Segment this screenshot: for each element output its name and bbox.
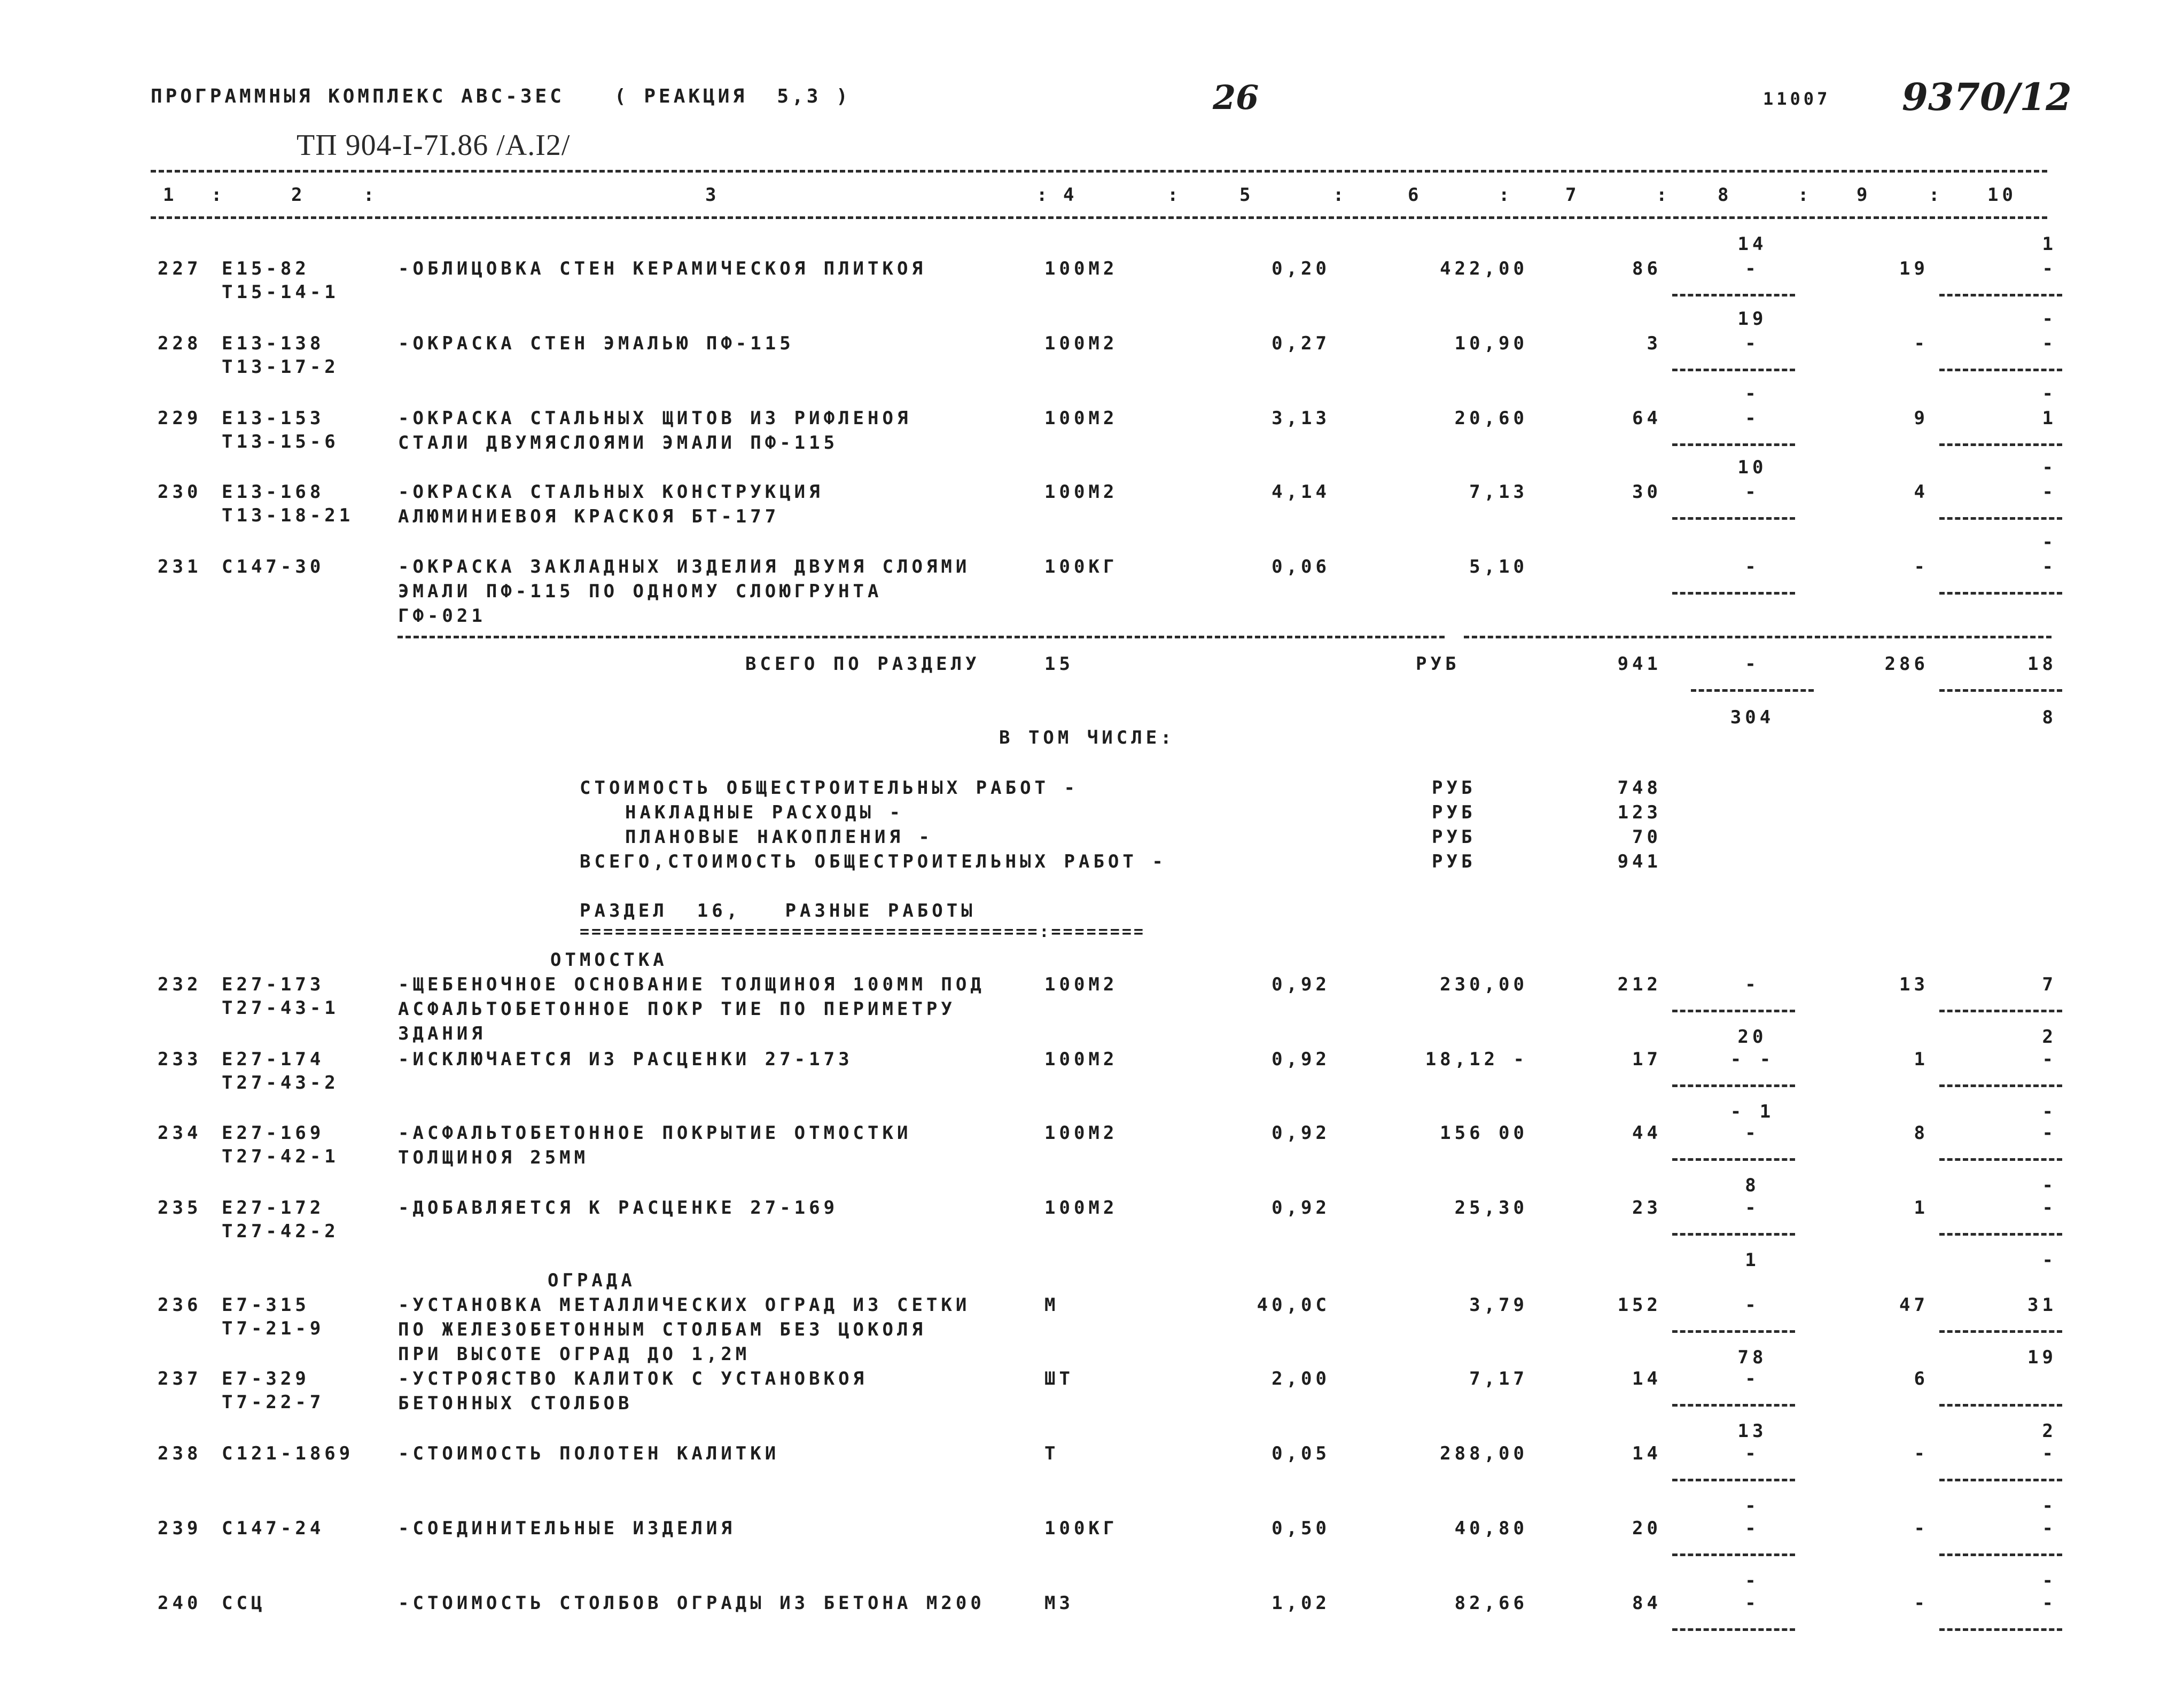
- work-description-line: -СТОИМОСТЬ СТОЛБОВ ОГРАДЫ ИЗ БЕТОНА М200: [398, 1592, 985, 1614]
- col8-value: -: [1745, 1368, 1760, 1389]
- col9-value: 8: [1914, 1122, 1929, 1144]
- unit-of-measure: 100М2: [1044, 481, 1118, 503]
- col8-bottom: -: [1745, 1495, 1760, 1517]
- col10-top: 1: [2042, 233, 2057, 255]
- col10-value: -: [2042, 1443, 2057, 1464]
- col8-divider: [1672, 294, 1795, 296]
- total-cost: 20: [1632, 1518, 1662, 1539]
- col8-divider: [1672, 1233, 1795, 1236]
- including-line-4-value: 941: [1617, 851, 1662, 872]
- including-line-1-currency: РУБ: [1432, 777, 1476, 799]
- quantity: 2,00: [1272, 1368, 1330, 1389]
- col8-divider: [1672, 369, 1795, 371]
- quantity: 4,14: [1272, 481, 1330, 503]
- total-rule-left: [397, 636, 1445, 638]
- row-number: 229: [158, 408, 202, 429]
- col9-value: 9: [1914, 408, 1929, 429]
- unit-of-measure: Т: [1044, 1443, 1059, 1464]
- including-line-3-currency: РУБ: [1432, 826, 1476, 848]
- including-line-4-currency: РУБ: [1432, 851, 1476, 872]
- column-separator: :: [1798, 184, 1813, 206]
- col10-value: -: [2042, 481, 2057, 503]
- column-header-5: 5: [1239, 184, 1254, 206]
- section-total-col9: 286: [1884, 653, 1929, 675]
- section-total-currency: РУБ: [1416, 653, 1460, 675]
- unit-of-measure: 100М2: [1044, 408, 1118, 429]
- col8-bottom: -: [1745, 1570, 1760, 1591]
- col8-value: -: [1745, 333, 1760, 354]
- row-number: 233: [158, 1049, 202, 1070]
- row-number: 232: [158, 974, 202, 995]
- row-number: 235: [158, 1197, 202, 1219]
- col10-value: 1: [2042, 408, 2057, 429]
- unit-price: 10,90: [1454, 333, 1528, 354]
- col10-bottom: -: [2042, 1175, 2057, 1196]
- work-description-line: ЗДАНИЯ: [398, 1023, 486, 1044]
- col8-bottom: 20: [1737, 1026, 1767, 1048]
- form-code: 11007: [1763, 89, 1831, 109]
- quantity: 0,92: [1272, 974, 1330, 995]
- including-line-3-label: ПЛАНОВЫЕ НАКОПЛЕНИЯ -: [625, 826, 933, 848]
- rate-code-secondary: Т7-21-9: [222, 1318, 325, 1339]
- total-cost: 84: [1632, 1592, 1662, 1614]
- work-description-line: БЕТОННЫХ СТОЛБОВ: [398, 1393, 633, 1414]
- col8-divider: [1672, 443, 1795, 446]
- document-reference: 9370/12: [1902, 75, 2072, 119]
- col8-value: -: [1745, 1518, 1760, 1539]
- unit-of-measure: М3: [1044, 1592, 1074, 1614]
- col10-value: 31: [2027, 1294, 2057, 1316]
- col9-value: -: [1914, 556, 1929, 577]
- work-description-line: -ОКРАСКА ЗАКЛАДНЫХ ИЗДЕЛИЯ ДВУМЯ СЛОЯМИ: [398, 556, 971, 577]
- col9-value: 1: [1914, 1197, 1929, 1219]
- quantity: 0,92: [1272, 1122, 1330, 1144]
- header-top-rule: [151, 170, 2047, 173]
- col10-top: -: [2042, 308, 2057, 330]
- column-separator: :: [1656, 184, 1671, 206]
- column-header-7: 7: [1565, 184, 1580, 206]
- column-header-4: 4: [1063, 184, 1078, 206]
- unit-price: 422,00: [1440, 258, 1528, 279]
- quantity: 0,05: [1272, 1443, 1330, 1464]
- col10-divider: [1939, 1158, 2062, 1161]
- col10-value: -: [2042, 1518, 2057, 1539]
- work-description-line: -УСТАНОВКА МЕТАЛЛИЧЕСКИХ ОГРАД ИЗ СЕТКИ: [398, 1294, 971, 1316]
- work-description-line: -ИСКЛЮЧАЕТСЯ ИЗ РАСЦЕНКИ 27-173: [398, 1049, 853, 1070]
- unit-price: 7,13: [1469, 481, 1528, 503]
- quantity: 0,20: [1272, 258, 1330, 279]
- header-bottom-rule: [151, 216, 2047, 219]
- work-description-line: ТОЛЩИНОЯ 25ММ: [398, 1147, 589, 1168]
- col8-divider: [1672, 1404, 1795, 1407]
- unit-of-measure: 100М2: [1044, 333, 1118, 354]
- rate-code: Е27-174: [222, 1049, 325, 1070]
- work-description-line: -ЩЕБЕНОЧНОЕ ОСНОВАНИЕ ТОЛЩИНОЯ 100ММ ПОД: [398, 974, 985, 995]
- including-line-2-currency: РУБ: [1432, 802, 1476, 823]
- col8-top: 10: [1737, 457, 1767, 478]
- col9-value: 6: [1914, 1368, 1929, 1389]
- section-total-col10-divider: [1939, 689, 2062, 692]
- work-description-line: -ОКРАСКА СТАЛЬНЫХ КОНСТРУКЦИЯ: [398, 481, 824, 503]
- unit-of-measure: ШТ: [1044, 1368, 1074, 1389]
- col10-value: -: [2042, 1592, 2057, 1614]
- col8-top: -: [1745, 383, 1760, 404]
- column-separator: :: [1929, 184, 1944, 206]
- subsection-ograda: ОГРАДА: [548, 1270, 636, 1291]
- col10-divider: [1939, 1233, 2062, 1236]
- col9-value: -: [1914, 333, 1929, 354]
- row-number: 237: [158, 1368, 202, 1389]
- work-description-line: -СТОИМОСТЬ ПОЛОТЕН КАЛИТКИ: [398, 1443, 780, 1464]
- row-number: 239: [158, 1518, 202, 1539]
- work-description-line: АСФАЛЬТОБЕТОННОЕ ПОКР ТИЕ ПО ПЕРИМЕТРУ: [398, 998, 956, 1020]
- column-header-8: 8: [1718, 184, 1733, 206]
- work-description-line: -АСФАЛЬТОБЕТОННОЕ ПОКРЫТИЕ ОТМОСТКИ: [398, 1122, 912, 1144]
- column-separator: :: [1333, 184, 1348, 206]
- subsection-otmostka: ОТМОСТКА: [550, 949, 668, 971]
- column-separator: :: [363, 184, 378, 206]
- total-cost: 17: [1632, 1049, 1662, 1070]
- col8-divider: [1672, 1084, 1795, 1087]
- total-rule-right: [1464, 636, 2052, 638]
- work-description-line: -ОКРАСКА СТЕН ЭМАЛЬЮ ПФ-115: [398, 333, 794, 354]
- row-number: 236: [158, 1294, 202, 1316]
- rate-code: Е27-172: [222, 1197, 325, 1219]
- col10-divider: [1939, 1553, 2062, 1556]
- work-description-line: ЭМАЛИ ПФ-115 ПО ОДНОМУ СЛОЮГРУНТА: [398, 581, 883, 602]
- project-reference: ТП 904-I-7I.86 /А.I2/: [297, 129, 571, 162]
- col10-divider: [1939, 1330, 2062, 1333]
- col10-divider: [1939, 294, 2062, 296]
- quantity: 0,92: [1272, 1049, 1330, 1070]
- total-cost: 14: [1632, 1443, 1662, 1464]
- col9-value: 1: [1914, 1049, 1929, 1070]
- section-total-value: 941: [1617, 653, 1662, 675]
- col9-value: 13: [1899, 974, 1929, 995]
- including-line-3-value: 70: [1632, 826, 1662, 848]
- quantity: 1,02: [1272, 1592, 1330, 1614]
- rate-code: Е27-169: [222, 1122, 325, 1144]
- quantity: 0,92: [1272, 1197, 1330, 1219]
- section-total-col8-divider: [1691, 689, 1814, 692]
- col10-divider: [1939, 443, 2062, 446]
- col10-bottom: 2: [2042, 1026, 2057, 1048]
- work-description-line: -ОБЛИЦОВКА СТЕН КЕРАМИЧЕСКОЯ ПЛИТКОЯ: [398, 258, 926, 279]
- col8-value: -: [1745, 1592, 1760, 1614]
- col10-divider: [1939, 517, 2062, 520]
- unit-price: 156 00: [1440, 1122, 1528, 1144]
- column-separator: :: [1499, 184, 1514, 206]
- rate-code: Е7-315: [222, 1294, 310, 1316]
- col8-value: -: [1745, 556, 1760, 577]
- col10-bottom: 2: [2042, 1420, 2057, 1442]
- col8-bottom: - 1: [1730, 1101, 1775, 1122]
- col10-bottom: -: [2042, 1101, 2057, 1122]
- section-total-number: 15: [1044, 653, 1074, 675]
- including-line-1-label: СТОИМОСТЬ ОБЩЕСТРОИТЕЛЬНЫХ РАБОТ -: [580, 777, 1079, 799]
- column-header-3: 3: [705, 184, 720, 206]
- rate-code-secondary: Т13-17-2: [222, 356, 339, 378]
- unit-price: 18,12 -: [1425, 1049, 1528, 1070]
- col10-value: -: [2042, 556, 2057, 577]
- work-description-line: ПРИ ВЫСОТЕ ОГРАД ДО 1,2М: [398, 1344, 751, 1365]
- row-number: 240: [158, 1592, 202, 1614]
- including-title: В ТОМ ЧИСЛЕ:: [999, 727, 1175, 748]
- section-total-col8: -: [1745, 653, 1760, 675]
- col9-value: -: [1914, 1443, 1929, 1464]
- rate-code: Е13-168: [222, 481, 325, 503]
- col8-divider: [1672, 1479, 1795, 1481]
- total-cost: 152: [1617, 1294, 1662, 1316]
- unit-price: 40,80: [1454, 1518, 1528, 1539]
- col9-value: 19: [1899, 258, 1929, 279]
- col10-divider: [1939, 592, 2062, 595]
- unit-of-measure: 100М2: [1044, 974, 1118, 995]
- row-number: 234: [158, 1122, 202, 1144]
- work-description-line: -УСТРОЯСТВО КАЛИТОК С УСТАНОВКОЯ: [398, 1368, 868, 1389]
- rate-code: Е7-329: [222, 1368, 310, 1389]
- edition-label: ( РЕАКЦИЯ 5,3 ): [614, 85, 851, 107]
- col10-value: 7: [2042, 974, 2057, 995]
- rate-code-secondary: Т13-18-21: [222, 505, 354, 526]
- unit-of-measure: М: [1044, 1294, 1059, 1316]
- col8-value: -: [1745, 1443, 1760, 1464]
- col8-divider: [1672, 517, 1795, 520]
- column-header-6: 6: [1408, 184, 1423, 206]
- quantity: 0,06: [1272, 556, 1330, 577]
- row-number: 230: [158, 481, 202, 503]
- section-16-underline: =======================================:========: [580, 923, 1145, 941]
- unit-of-measure: 100М2: [1044, 258, 1118, 279]
- col9-value: 4: [1914, 481, 1929, 503]
- program-title: ПРОГРАММНЫЯ КОМПЛЕКС АВС-ЗЕС: [151, 85, 565, 107]
- column-header-9: 9: [1857, 184, 1871, 206]
- col10-bottom: -: [2042, 1495, 2057, 1517]
- unit-of-measure: 100М2: [1044, 1049, 1118, 1070]
- col8-bottom: 1: [1745, 1250, 1760, 1271]
- work-description-line: АЛЮМИНИЕВОЯ КРАСКОЯ БТ-177: [398, 506, 780, 527]
- rate-code: Е13-153: [222, 408, 325, 429]
- col8-divider: [1672, 1158, 1795, 1161]
- including-line-2-label: НАКЛАДНЫЕ РАСХОДЫ -: [625, 802, 904, 823]
- col10-bottom: -: [2042, 1570, 2057, 1591]
- col9-value: 47: [1899, 1294, 1929, 1316]
- rate-code-secondary: Т27-43-1: [222, 997, 339, 1019]
- unit-price: 25,30: [1454, 1197, 1528, 1219]
- work-description-line: -ДОБАВЛЯЕТСЯ К РАСЦЕНКЕ 27-169: [398, 1197, 839, 1219]
- work-description-line: СТАЛИ ДВУМЯСЛОЯМИ ЭМАЛИ ПФ-115: [398, 432, 839, 454]
- col9-value: -: [1914, 1518, 1929, 1539]
- col8-value: -: [1745, 1197, 1760, 1219]
- col10-value: -: [2042, 333, 2057, 354]
- total-cost: 14: [1632, 1368, 1662, 1389]
- rate-code: ССЦ: [222, 1592, 266, 1614]
- rate-code: С147-30: [222, 556, 325, 577]
- quantity: 0,50: [1272, 1518, 1330, 1539]
- unit-of-measure: 100М2: [1044, 1197, 1118, 1219]
- work-description-line: -СОЕДИНИТЕЛЬНЫЕ ИЗДЕЛИЯ: [398, 1518, 736, 1539]
- section-total-col8-bottom: 304: [1730, 707, 1775, 728]
- col8-value: -: [1745, 258, 1760, 279]
- col8-top: 19: [1737, 308, 1767, 330]
- including-line-1-value: 748: [1617, 777, 1662, 799]
- col10-divider: [1939, 1628, 2062, 1631]
- column-separator: :: [1167, 184, 1182, 206]
- col8-bottom: 13: [1737, 1420, 1767, 1442]
- total-cost: 64: [1632, 408, 1662, 429]
- rate-code: Е27-173: [222, 974, 325, 995]
- total-cost: 86: [1632, 258, 1662, 279]
- col8-divider: [1672, 1628, 1795, 1631]
- total-cost: 30: [1632, 481, 1662, 503]
- col10-top: -: [2042, 457, 2057, 478]
- column-header-2: 2: [291, 184, 306, 206]
- col8-value: -: [1745, 408, 1760, 429]
- row-number: 227: [158, 258, 202, 279]
- quantity: 0,27: [1272, 333, 1330, 354]
- col8-value: -: [1745, 1122, 1760, 1144]
- row-number: 228: [158, 333, 202, 354]
- unit-of-measure: 100КГ: [1044, 556, 1118, 577]
- col8-value: - -: [1730, 1049, 1775, 1070]
- column-separator: :: [1036, 184, 1051, 206]
- section-total-col10: 18: [2027, 653, 2057, 675]
- rate-code-secondary: Т7-22-7: [222, 1392, 325, 1413]
- page-number: 26: [1213, 78, 1259, 117]
- unit-price: 3,79: [1469, 1294, 1528, 1316]
- rate-code-secondary: Т13-15-6: [222, 431, 339, 452]
- col10-value: -: [2042, 1049, 2057, 1070]
- row-number: 238: [158, 1443, 202, 1464]
- rate-code: С121-1869: [222, 1443, 354, 1464]
- unit-price: 230,00: [1440, 974, 1528, 995]
- col10-divider: [1939, 1084, 2062, 1087]
- rate-code: Е13-138: [222, 333, 325, 354]
- col10-divider: [1939, 1479, 2062, 1481]
- unit-of-measure: 100КГ: [1044, 1518, 1118, 1539]
- including-line-4-label: ВСЕГО,СТОИМОСТЬ ОБЩЕСТРОИТЕЛЬНЫХ РАБОТ -: [580, 851, 1167, 872]
- section-16-title: РАЗДЕЛ 16, РАЗНЫЕ РАБОТЫ: [580, 900, 976, 922]
- unit-price: 288,00: [1440, 1443, 1528, 1464]
- unit-price: 7,17: [1469, 1368, 1528, 1389]
- total-cost: 212: [1617, 974, 1662, 995]
- quantity: 40,0С: [1257, 1294, 1330, 1316]
- column-header-10: 10: [1987, 184, 2017, 206]
- col10-divider: [1939, 1404, 2062, 1407]
- rate-code-secondary: Т27-42-1: [222, 1146, 339, 1167]
- rate-code: С147-24: [222, 1518, 325, 1539]
- row-number: 231: [158, 556, 202, 577]
- rate-code-secondary: Т27-43-2: [222, 1072, 339, 1094]
- col8-value: -: [1745, 481, 1760, 503]
- col8-value: -: [1745, 974, 1760, 995]
- including-line-2-value: 123: [1617, 802, 1662, 823]
- col10-value: -: [2042, 1122, 2057, 1144]
- total-cost: 44: [1632, 1122, 1662, 1144]
- column-header-1: 1: [163, 184, 178, 206]
- col8-divider: [1672, 1553, 1795, 1556]
- col10-top: -: [2042, 383, 2057, 404]
- col8-bottom: 8: [1745, 1175, 1760, 1196]
- unit-price: 5,10: [1469, 556, 1528, 577]
- column-separator: :: [211, 184, 226, 206]
- section-total-label: ВСЕГО ПО РАЗДЕЛУ: [745, 653, 980, 675]
- unit-price: 82,66: [1454, 1592, 1528, 1614]
- col10-divider: [1939, 369, 2062, 371]
- rate-code-secondary: Т27-42-2: [222, 1221, 339, 1242]
- section-total-col10-bottom: 8: [2042, 707, 2057, 728]
- col10-divider: [1939, 1010, 2062, 1012]
- rate-code: Е15-82: [222, 258, 310, 279]
- col10-bottom: 19: [2027, 1347, 2057, 1368]
- col8-divider: [1672, 1330, 1795, 1333]
- unit-price: 20,60: [1454, 408, 1528, 429]
- col10-bottom: -: [2042, 1250, 2057, 1271]
- col10-value: -: [2042, 258, 2057, 279]
- col8-bottom: 78: [1737, 1347, 1767, 1368]
- work-description-line: ГФ-021: [398, 605, 486, 627]
- unit-of-measure: 100М2: [1044, 1122, 1118, 1144]
- total-cost: 23: [1632, 1197, 1662, 1219]
- col10-value: -: [2042, 1197, 2057, 1219]
- col8-value: -: [1745, 1294, 1760, 1316]
- col9-value: -: [1914, 1592, 1929, 1614]
- rate-code-secondary: Т15-14-1: [222, 282, 339, 303]
- total-cost: 3: [1647, 333, 1662, 354]
- col8-top: 14: [1737, 233, 1767, 255]
- work-description-line: -ОКРАСКА СТАЛЬНЫХ ЩИТОВ ИЗ РИФЛЕНОЯ: [398, 408, 912, 429]
- col8-divider: [1672, 592, 1795, 595]
- col8-divider: [1672, 1010, 1795, 1012]
- quantity: 3,13: [1272, 408, 1330, 429]
- col10-top: -: [2042, 532, 2057, 553]
- work-description-line: ПО ЖЕЛЕЗОБЕТОННЫМ СТОЛБАМ БЕЗ ЦОКОЛЯ: [398, 1319, 926, 1340]
